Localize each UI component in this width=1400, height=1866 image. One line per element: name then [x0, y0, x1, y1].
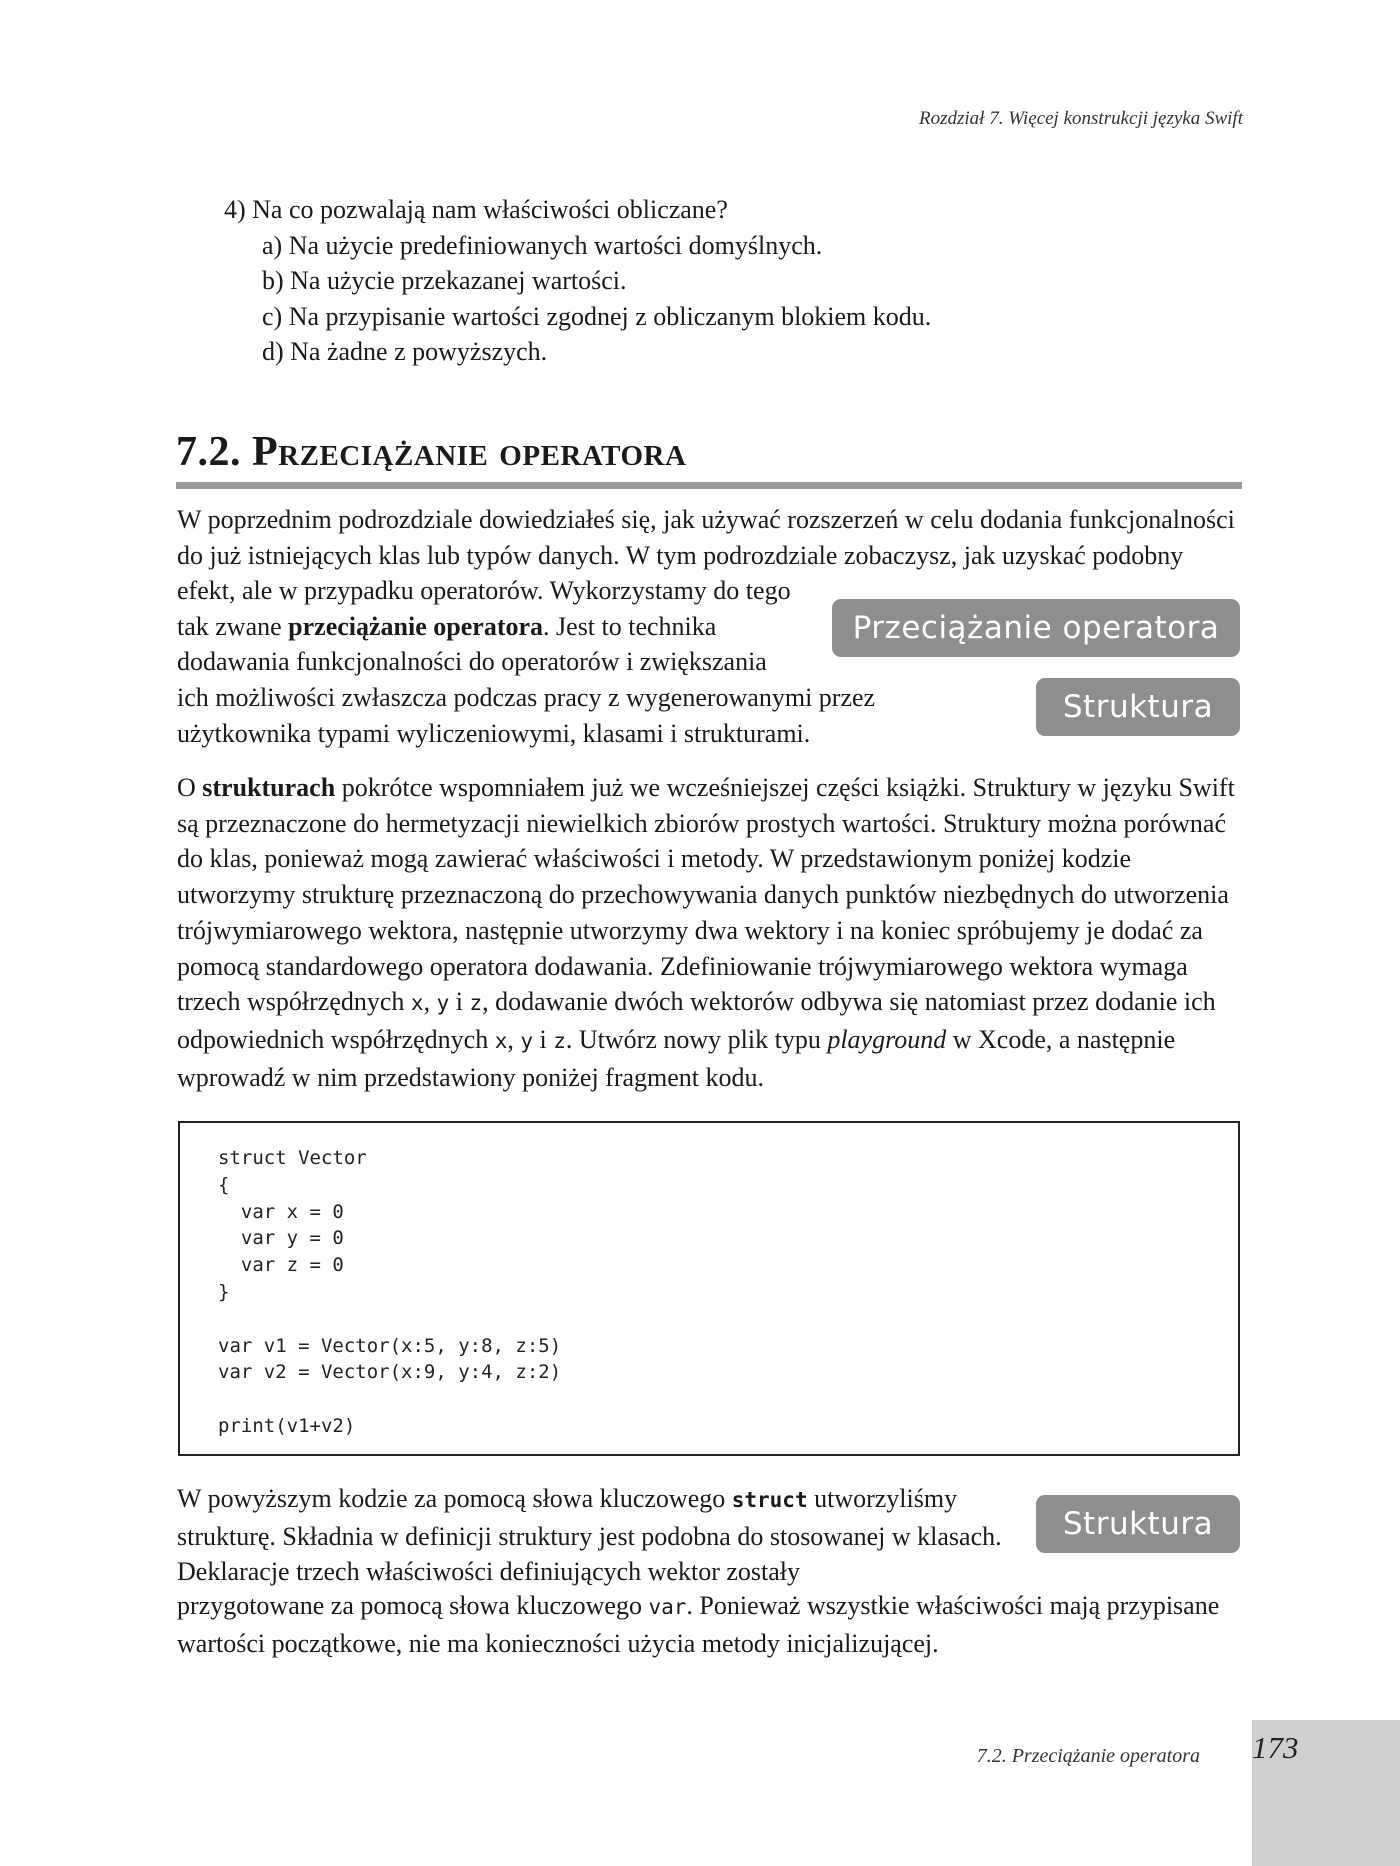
paragraph-structures [177, 770, 1245, 1095]
text-span: utworzyliśmy strukturę. Składnia w definicji struktury jest podobna do stosowanej w klasach. Deklaracje trzech właściwości definiujących wektor zostały [177, 1484, 1002, 1587]
section-rule [176, 482, 1242, 489]
code-listing [178, 1121, 1240, 1456]
inline-code: x [410, 991, 424, 1016]
inline-code: z [553, 1028, 566, 1053]
footer-section-title: 7.2. Przeciążanie operatora [976, 1745, 1200, 1767]
paragraph-intro-2 [177, 573, 817, 680]
running-head: Rozdział 7. Więcej konstrukcji języka Swift [919, 108, 1243, 129]
paragraph-explanation-2 [177, 1588, 1245, 1661]
text-span: i [449, 987, 470, 1017]
italic-term: playground [827, 1024, 947, 1054]
text-span: W powyższym kodzie za pomocą słowa kluczowego [177, 1484, 732, 1513]
text-span: pokrótce wspomniałem już we wcześniejszej części książki. Struktury w języku Swift są przeznaczone do hermetyzacji niewielkich zbiorów prostych wartości. Struktury można porównać do klas, ponieważ mogą zawierać właściwości i metody. W przedstawionym poniżej kodzie utworzymy strukturę przeznaczoną do przechowywania danych punktów niezbędnych do utworzenia trójwymiarowego wektora, następnie utworzymy dwa wektory i na koniec spróbujemy je dodać za pomocą standardowego operatora dodawania. Zdefiniowanie trójwymiarowego wektora wymaga trzech współrzędnych [177, 773, 1235, 1017]
inline-code: x [494, 1028, 508, 1053]
quiz-question-block [224, 192, 931, 370]
paragraph-intro-3: ich możliwości zwłaszcza podczas pracy z wygenerowanymi przez użytkownika typami wyliczeniowymi, klasami i strukturami. [177, 683, 876, 748]
inline-code-keyword: var [648, 1595, 687, 1619]
text-span: . Jest to technika dodawania funkcjonalności do operatorów i zwiększania [177, 611, 767, 677]
text-span: , [507, 1024, 521, 1054]
quiz-question: 4) Na co pozwalają nam właściwości obliczane? [224, 195, 728, 224]
code-text: struct Vector { var x = 0 var y = 0 var z = 0 } var v1 = Vector(x:5, y:8, z:5) var v2 = Vector(x:9, y:4, z:2) print(v1+v2) [218, 1147, 562, 1437]
text-span: efekt, ale w przypadku operatorów. Wykorzystamy do tego tak zwane [177, 576, 791, 641]
inline-code: y [436, 991, 450, 1016]
section-name: Przeciążanie operatora [252, 429, 687, 475]
text-span: , dodawanie dwóch wektorów odbywa się natomiast przez dodanie ich odpowiednich współrzędnych [177, 987, 1216, 1054]
page-number: 173 [1252, 1730, 1299, 1765]
section-title [176, 428, 1240, 476]
margin-tag-structure: Struktura [1036, 1495, 1240, 1553]
text-span: i [533, 1024, 554, 1054]
paragraph-intro-1: W poprzednim podrozdziale dowiedziałeś się, jak używać rozszerzeń w celu dodania funkcjonalności do już istniejących klas lub typów danych. W tym podrozdziale zobaczysz, jak uzyskać podobny [177, 505, 1235, 570]
text-span: O [177, 773, 203, 802]
quiz-option-a: a) Na użycie predefiniowanych wartości domyślnych. [262, 230, 823, 260]
paragraph-explanation-1 [177, 1481, 1017, 1590]
text-span: . Utwórz nowy plik typu [565, 1024, 828, 1054]
quiz-option-c: c) Na przypisanie wartości zgodnej z obliczanym blokiem kodu. [262, 301, 932, 331]
quiz-option-d: d) Na żadne z powyższych. [262, 337, 548, 366]
bold-term: strukturach [202, 773, 336, 802]
bold-term: przeciążanie operatora [288, 611, 544, 641]
inline-code: z [469, 991, 483, 1016]
margin-tag-structure: Struktura [1036, 678, 1240, 736]
margin-tag-operator-overloading: Przeciążanie operatora [832, 599, 1240, 657]
text-span: . Ponieważ wszystkie właściwości mają przypisane wartości początkowe, nie ma konieczności użycia metody inicjalizującej. [177, 1591, 1220, 1658]
text-span: przygotowane za pomocą słowa kluczowego [177, 1591, 649, 1620]
section-number: 7.2. [176, 429, 241, 475]
text-span: , [423, 987, 437, 1017]
text-span: w Xcode, a następnie wprowadź w nim przedstawiony poniżej fragment kodu. [177, 1024, 1176, 1092]
inline-code-keyword: struct [731, 1488, 808, 1512]
inline-code: y [520, 1028, 534, 1053]
quiz-option-b: b) Na użycie przekazanej wartości. [262, 266, 627, 295]
